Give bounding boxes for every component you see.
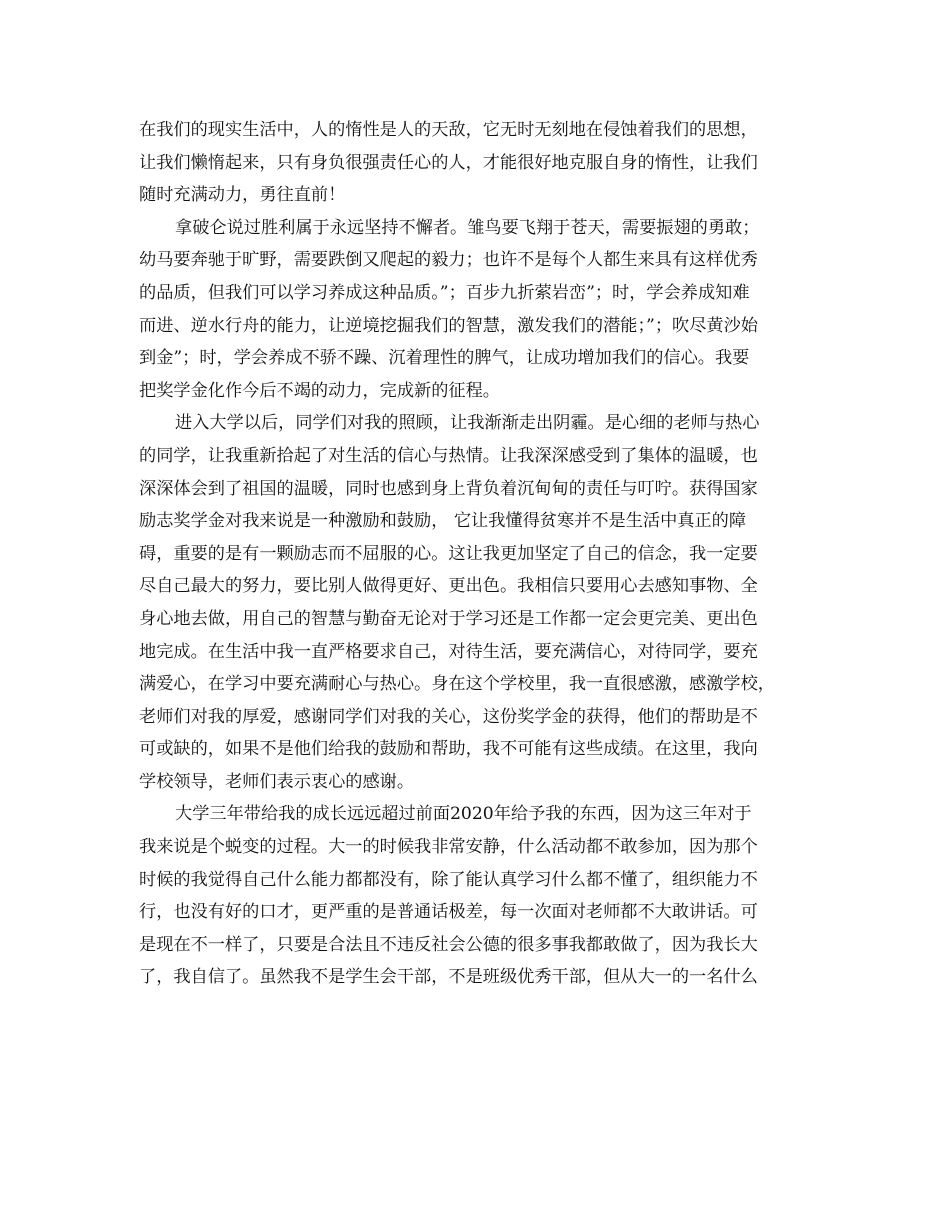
text-line: 可或缺的，如果不是他们给我的鼓励和帮助，我不可能有这些成绩。在这里，我向 [139, 739, 758, 760]
text-line: 拿破仑说过胜利属于永远坚持不懈者。雏鸟要飞翔于苍天，需要振翅的勇敢； [175, 217, 760, 238]
document-body [139, 114, 819, 994]
text-line: 励志奖学金对我来说是一种激励和鼓励， 它让我懂得贫寒并不是生活中真正的障 [139, 511, 747, 532]
text-line: 尽自己最大的努力，要比别人做得更好、更出色。我相信只要用心去感知事物、全 [139, 576, 758, 597]
text-line: 幼马要奔驰于旷野，需要跌倒又爬起的毅力；也许不是每个人都生来具有这样优秀 [139, 250, 758, 271]
text-line: 学校领导，老师们表示衷心的感谢。 [139, 771, 415, 792]
text-line: 在我们的现实生活中，人的惰性是人的天敌，它无时无刻地在侵蚀着我们的思想， [139, 120, 758, 140]
text-line: 深深体会到了祖国的温暖，同时也感到身上背负着沉甸甸的责任与叮咛。获得国家 [139, 478, 758, 499]
text-line: 我来说是个蜕变的过程。大一的时候我非常安静，什么活动都不敢参加，因为那个 [139, 837, 758, 858]
text-line: 的品质，但我们可以学习养成这种品质。”；百步九折萦岩峦”；时，学会养成知难 [139, 282, 750, 303]
text-line: 了，我自信了。虽然我不是学生会干部，不是班级优秀干部，但从大一的一名什么 [139, 967, 758, 988]
text-line: 大学三年带给我的成长远远超过前面2020年给予我的东西，因为这三年对于 [175, 804, 752, 825]
text-line: 随时充满动力，勇往直前！ [139, 185, 346, 206]
text-line: 行，也没有好的口才，更严重的是普通话极差，每一次面对老师都不大敢讲话。可 [139, 902, 758, 923]
text-line: 满爱心，在学习中要充满耐心与热心。身在这个学校里，我一直很感激，感激学校， [139, 674, 775, 695]
text-line: 的同学，让我重新拾起了对生活的信心与热情。让我深深感受到了集体的温暖，也 [139, 445, 758, 466]
paragraph [139, 798, 819, 994]
paragraph [139, 114, 819, 212]
paragraph [139, 407, 819, 798]
text-line: 进入大学以后，同学们对我的照顾，让我渐渐走出阴霾。是心细的老师与热心 [175, 413, 760, 434]
text-line: 到金”；时，学会养成不骄不躁、沉着理性的脾气，让成功增加我们的信心。我要 [139, 348, 750, 369]
text-line: 老师们对我的厚爱，感谢同学们对我的关心，这份奖学金的获得，他们的帮助是不 [139, 706, 758, 727]
text-line: 地完成。在生活中我一直严格要求自己，对待生活，要充满信心，对待同学，要充 [139, 641, 758, 662]
text-line: 而进、逆水行舟的能力，让逆境挖掘我们的智慧，激发我们的潜能；”；吹尽黄沙始 [139, 315, 758, 336]
text-line: 是现在不一样了，只要是合法且不违反社会公德的很多事我都敢做了，因为我长大 [139, 934, 758, 955]
text-line: 身心地去做，用自己的智慧与勤奋无论对于学习还是工作都一定会更完美、更出色 [139, 608, 758, 629]
text-line: 碍，重要的是有一颗励志而不屈服的心。这让我更加坚定了自己的信念，我一定要 [139, 543, 758, 564]
paragraph [139, 212, 819, 408]
text-line: 让我们懒惰起来，只有身负很强责任心的人，才能很好地克服自身的惰性，让我们 [139, 152, 758, 173]
text-line: 把奖学金化作今后不竭的动力，完成新的征程。 [139, 380, 500, 401]
text-line: 时候的我觉得自己什么能力都都没有，除了能认真学习什么都不懂了，组织能力不 [139, 869, 758, 890]
